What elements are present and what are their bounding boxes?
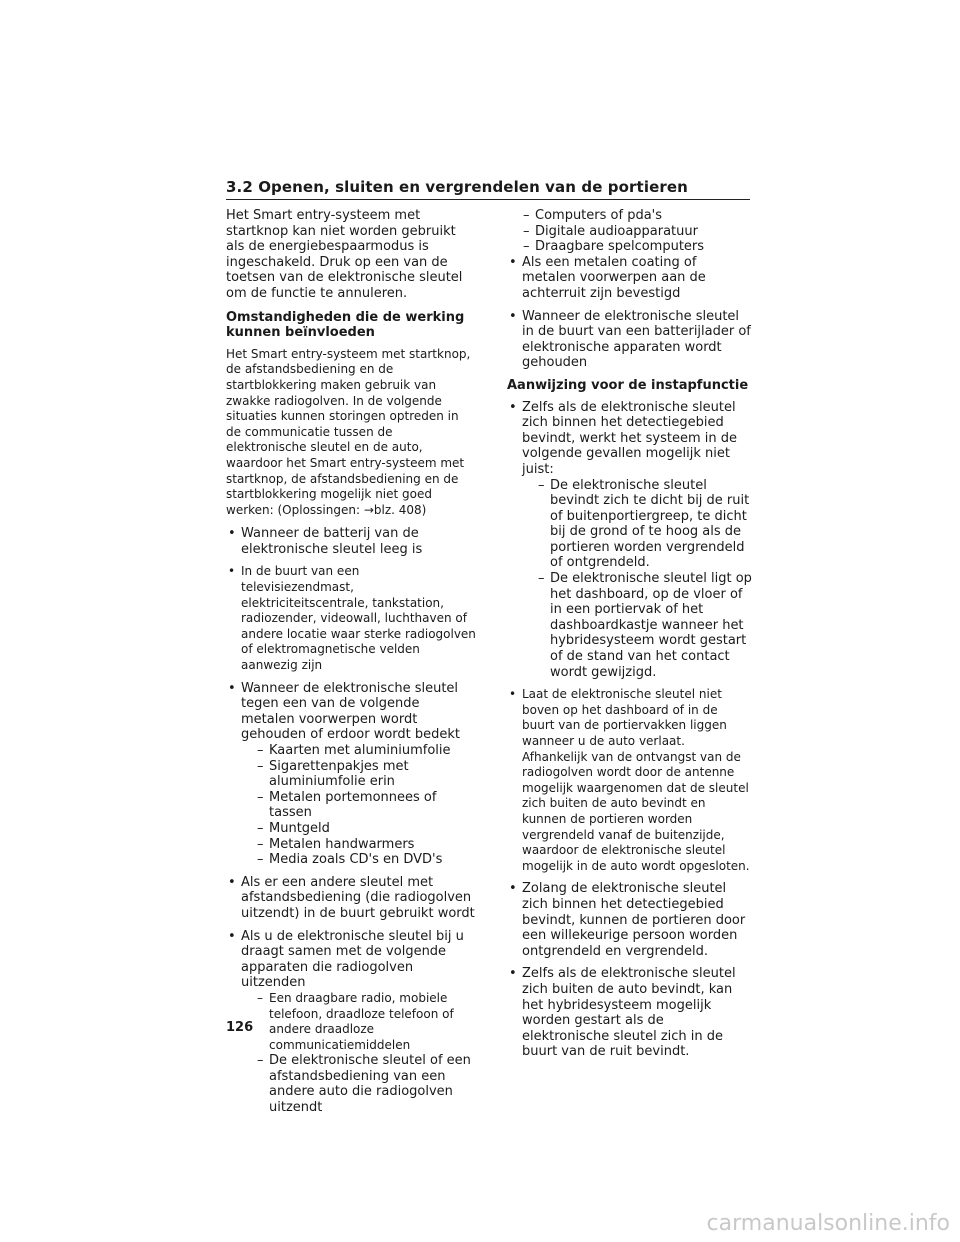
section-header: 3.2 Openen, sluiten en vergrendelen van de portieren	[226, 178, 750, 200]
sub-list-item-text: De elektronische sleutel ligt op het dashboard, op de vloer of in een portiervak of het dashboardkastje wanneer het hybridesysteem wordt gestart of de stand van het contact wordt gewijzigd.	[550, 571, 752, 680]
dash-icon: –	[523, 223, 530, 239]
dash-icon: –	[257, 836, 264, 852]
sub-list-item	[257, 759, 476, 790]
sub-list-item-text: Media zoals CD's en DVD's	[269, 852, 443, 868]
list-item	[226, 929, 476, 1116]
bullet-icon: •	[228, 928, 236, 944]
sub-list-item	[257, 790, 476, 821]
sub-list-item	[257, 852, 476, 868]
list-item-text: In de buurt van een televisiezendmast, elektriciteitscentrale, tankstation, radiozender, videowall, luchthaven of andere locatie waar sterke radiogolven of elektromagnetische velden aanwezig zijn	[241, 564, 476, 673]
page-number: 126	[226, 1020, 254, 1035]
sub-list-item	[523, 224, 752, 240]
list-item-text: Zelfs als de elektronische sleutel zich binnen het detectiegebied bevindt, werkt het systeem in de volgende gevallen mogelijk niet juist:	[522, 399, 737, 477]
sub-list-item-text: Digitale audioapparatuur	[535, 223, 698, 239]
sub-list-item-text: Een draagbare radio, mobiele telefoon, draadloze telefoon of andere draadloze communicatiemiddelen	[269, 990, 454, 1052]
list-item-text: Zolang de elektronische sleutel zich binnen het detectiegebied bevindt, kunnen de portieren door een willekeurige persoon worden ontgrendeld en vergrendeld.	[522, 881, 746, 959]
dash-icon: –	[257, 743, 264, 758]
section-heading-entry: Aanwijzing voor de instapfunctie	[507, 377, 749, 393]
dash-icon: –	[523, 239, 530, 255]
list-item-text: Zelfs als de elektronische sleutel zich buiten de auto bevindt, kan het hybridesysteem mogelijk worden gestart als de elektronische sleutel zich in de buurt van de ruit bevindt.	[522, 966, 736, 1060]
sub-list	[241, 743, 476, 868]
sub-list-item	[523, 239, 752, 255]
conditions-list-continued	[507, 255, 752, 371]
list-item	[226, 875, 476, 922]
list-item-text: Als u de elektronische sleutel bij u draagt samen met de volgende apparaten die radiogolven uitzenden	[241, 928, 464, 991]
dash-icon: –	[257, 1053, 264, 1069]
bullet-icon: •	[509, 254, 517, 270]
bullet-icon: •	[228, 526, 236, 542]
intro-paragraph: Het Smart entry-systeem met startknop kan niet worden gebruikt als de energiebespaarmodus is ingeschakeld. Druk op een van de toetsen van de elektronische sleutel om de functie te annuleren.	[226, 208, 463, 301]
sub-list-item-text: Muntgeld	[269, 820, 330, 836]
sub-list-item-text: De elektronische sleutel of een afstandsbediening van een andere auto die radiogolven uitzendt	[269, 1053, 471, 1116]
left-column	[226, 208, 476, 1123]
bullet-icon: •	[509, 881, 517, 897]
dash-icon: –	[257, 990, 263, 1005]
bullet-icon: •	[228, 874, 236, 890]
bullet-icon: •	[509, 966, 517, 982]
sub-list-item-text: Metalen portemonnees of tassen	[269, 789, 437, 821]
sub-list-item	[257, 743, 476, 759]
bullet-icon: •	[509, 308, 517, 324]
list-item	[507, 309, 752, 371]
list-item	[507, 881, 752, 959]
list-item-text: Wanneer de batterij van de elektronische sleutel leeg is	[241, 526, 423, 557]
bullet-icon: •	[509, 399, 517, 415]
bullet-icon: •	[509, 687, 517, 702]
list-item-text: Als er een andere sleutel met afstandsbediening (die radiogolven uitzendt) in de buurt gebruikt wordt	[241, 874, 475, 921]
dash-icon: –	[523, 208, 530, 223]
dash-icon: –	[257, 789, 264, 805]
list-item	[226, 526, 476, 557]
list-item	[507, 255, 752, 302]
list-item-text: Als een metalen coating of metalen voorwerpen aan de achterruit zijn bevestigd	[522, 254, 706, 301]
sub-list-item-text: De elektronische sleutel bevindt zich te dicht bij de ruit of buitenportiergreep, te dicht bij de grond of te hoog als de portieren worden vergrendeld of ontgrendeld.	[550, 477, 750, 571]
sub-list-item	[538, 571, 752, 680]
conditions-list	[226, 526, 476, 1115]
bullet-icon: •	[228, 680, 236, 696]
list-item	[507, 400, 752, 681]
list-item	[507, 687, 752, 874]
continued-sub-list	[507, 208, 752, 255]
dash-icon: –	[538, 477, 545, 493]
sub-list-item-text: Sigarettenpakjes met aluminiumfolie erin	[269, 758, 409, 790]
conditions-paragraph: Het Smart entry-systeem met startknop, de afstandsbediening en de startblokkering maken gebruik van zwakke radiogolven. In de volgende situaties kunnen storingen optreden in de communicatie tussen de elektronische sleutel en de auto, waardoor het Smart entry-systeem met startknop, de afstandsbediening en de startblokkering mogelijk niet goed werken: (Oplossingen: →blz. 408)	[226, 346, 471, 517]
sub-list-item-text: Computers of pda's	[535, 208, 663, 223]
entry-notes-list	[507, 400, 752, 1060]
sub-list-item-text: Draagbare spelcomputers	[535, 239, 705, 255]
section-heading-conditions: Omstandigheden die de werking kunnen beïnvloeden	[226, 309, 465, 341]
list-item	[226, 564, 476, 673]
watermark: carmanualsonline.info	[706, 1211, 950, 1236]
sub-list-item-text: Metalen handwarmers	[269, 836, 415, 852]
list-item	[226, 681, 476, 868]
sub-list-item	[523, 208, 752, 224]
dash-icon: –	[257, 820, 264, 836]
bullet-icon: •	[228, 564, 236, 579]
sub-list-item	[257, 837, 476, 853]
right-column	[507, 208, 752, 1067]
dash-icon: –	[257, 758, 264, 774]
sub-list-item	[538, 478, 752, 572]
sub-list-item-text: Kaarten met aluminiumfolie	[269, 743, 451, 758]
sub-list	[522, 478, 752, 681]
dash-icon: –	[257, 852, 264, 868]
dash-icon: –	[538, 571, 545, 587]
sub-list-item	[257, 991, 476, 1053]
list-item-text: Wanneer de elektronische sleutel in de buurt van een batterijlader of elektronische apparaten wordt gehouden	[522, 308, 751, 371]
list-item	[507, 966, 752, 1060]
list-item-text: Laat de elektronische sleutel niet boven op het dashboard of in de buurt van de portiervakken liggen wanneer u de auto verlaat. Afhankelijk van de ontvangst van de radiogolven wordt door de antenne mogelijk waargenomen dat de sleutel zich buiten de auto bevindt en kunnen de portieren worden vergrendeld vanaf de buitenzijde, waardoor de elektronische sleutel mogelijk in de auto wordt opgesloten.	[522, 687, 750, 873]
sub-list	[241, 991, 476, 1116]
list-item-text: Wanneer de elektronische sleutel tegen een van de volgende metalen voorwerpen wordt gehouden of erdoor wordt bedekt	[241, 680, 461, 743]
sub-list-item	[257, 1053, 476, 1115]
sub-list-item	[257, 821, 476, 837]
